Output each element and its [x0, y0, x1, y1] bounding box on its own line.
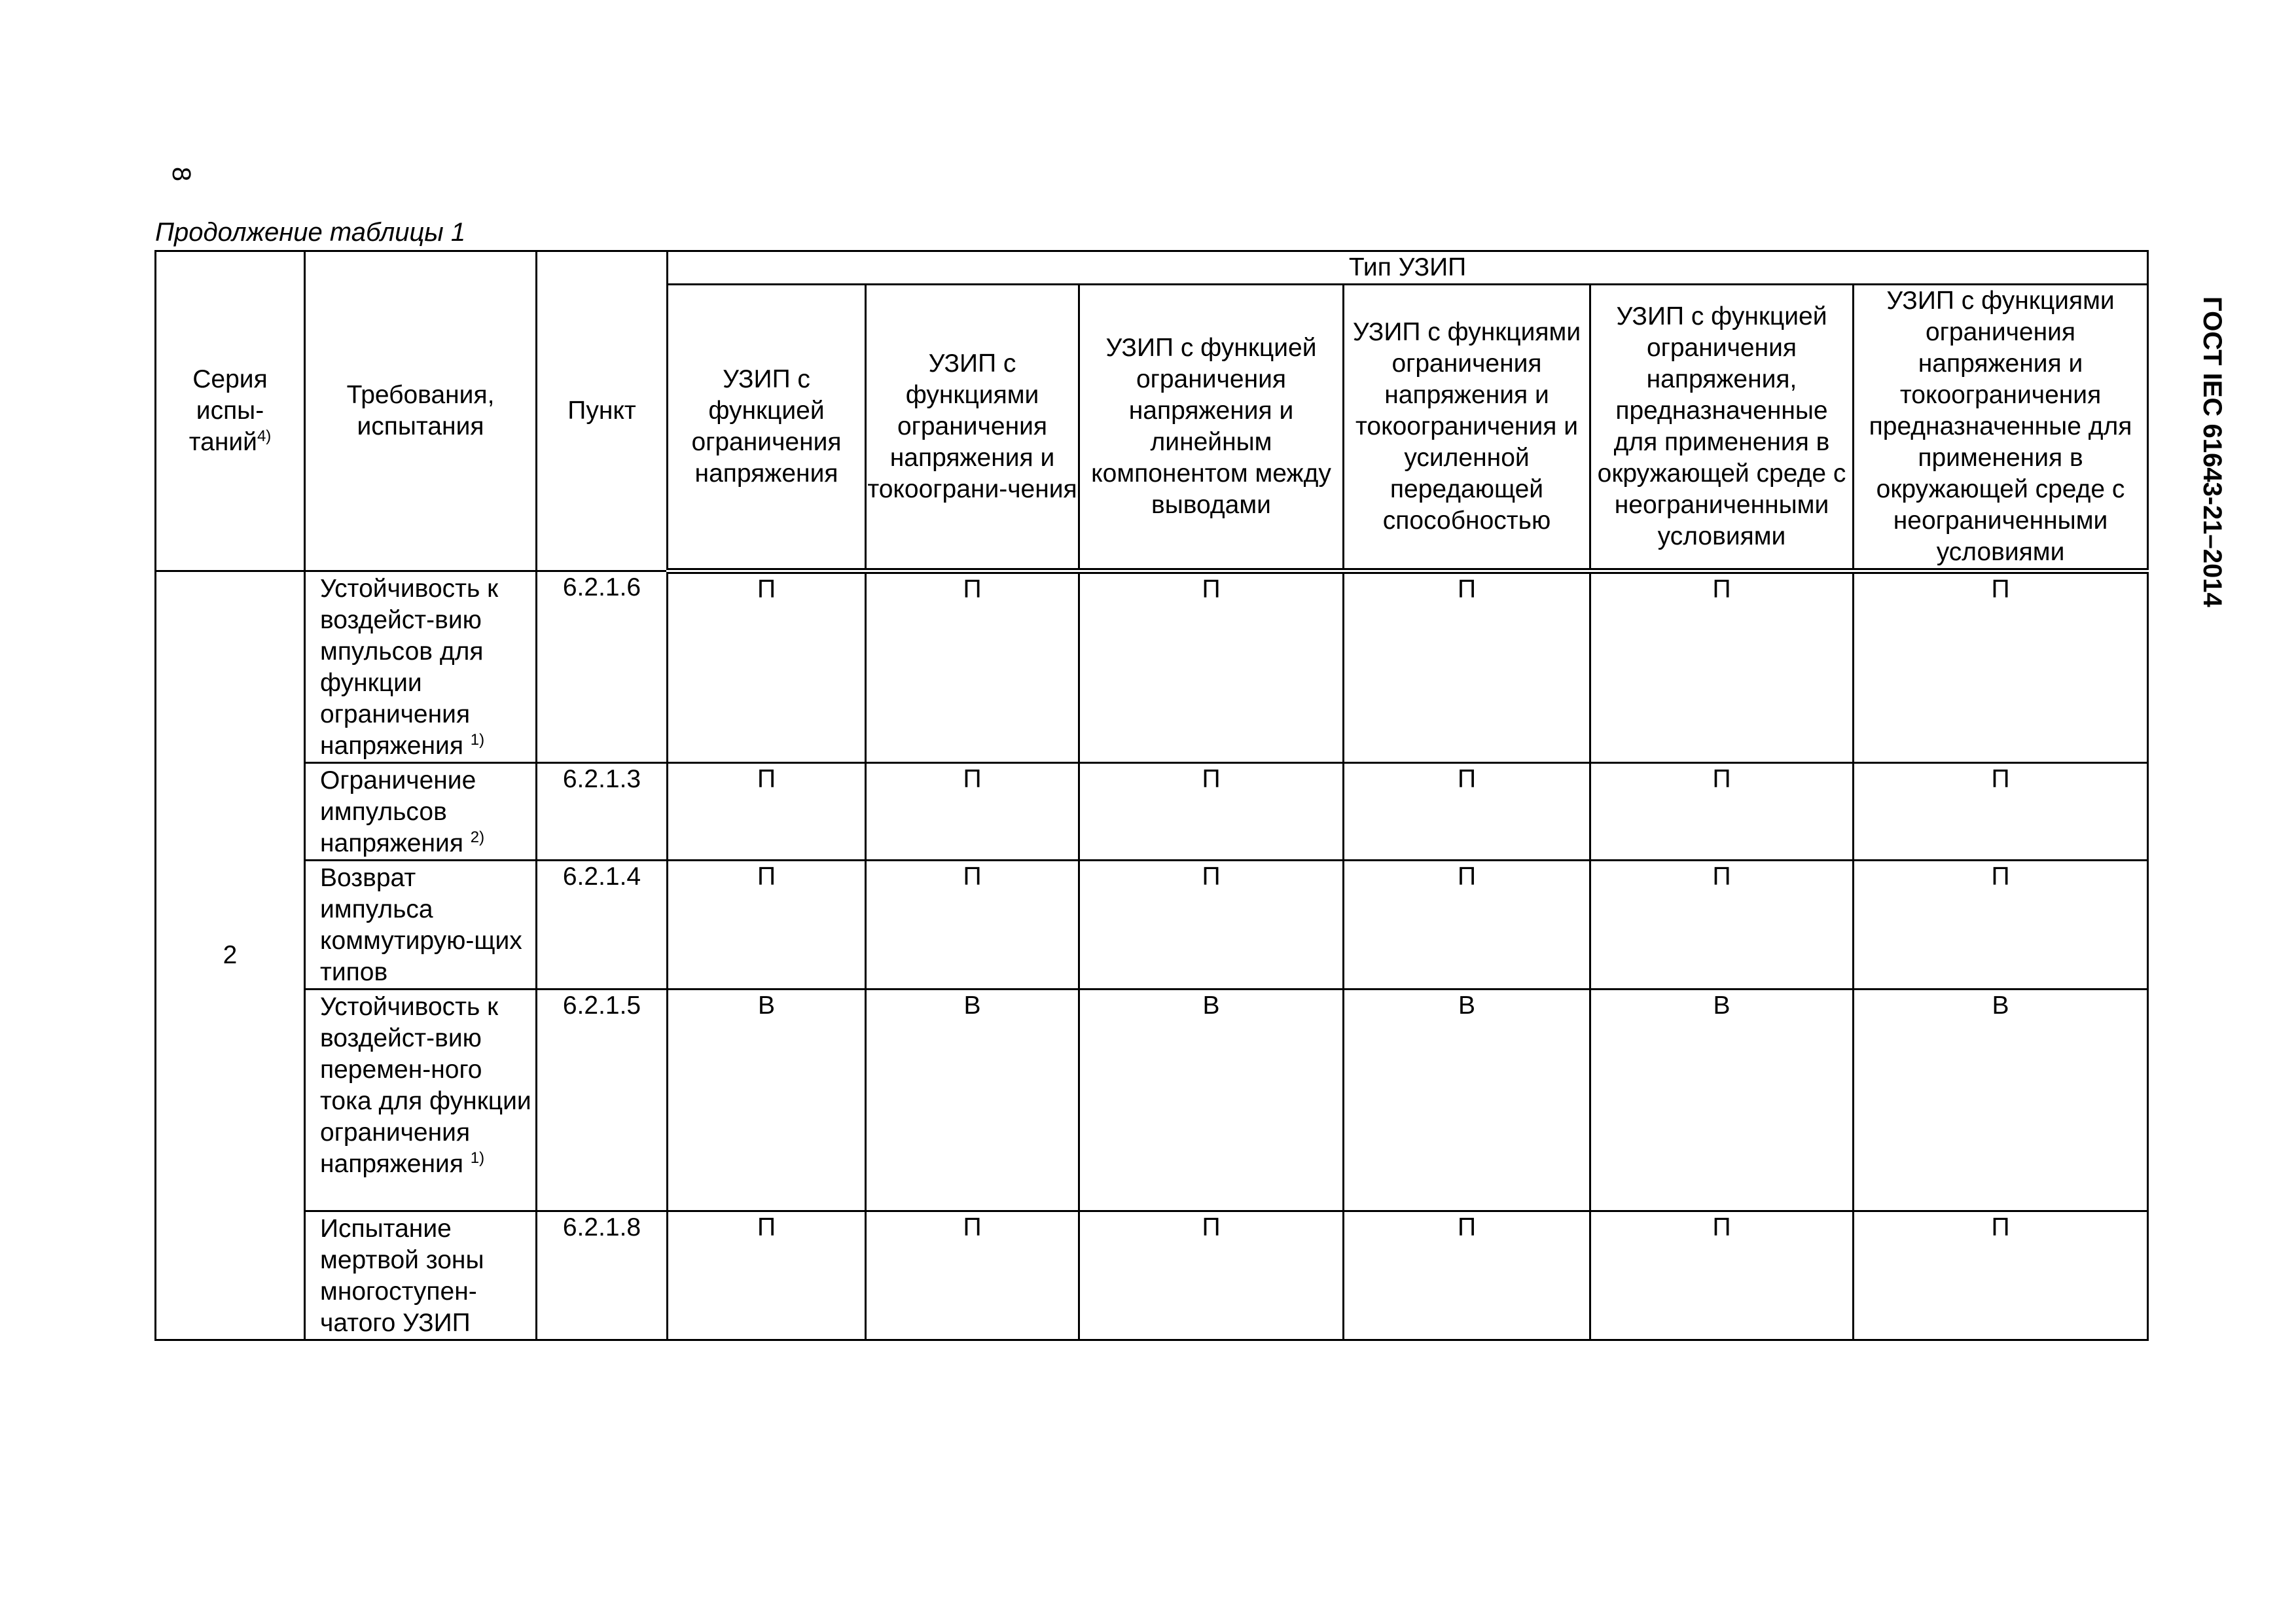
header-requirements: Требования, испытания — [305, 251, 537, 571]
requirement-text: Ограничение импульсов напряжения — [320, 766, 476, 857]
requirement-cell — [305, 1211, 537, 1340]
requirement-text: Устойчивость к воздейст-вию мпульсов для функции ограничения напряжения — [320, 575, 499, 760]
requirement-text: Испытание мертвой зоны многоступен-чатого УЗИП — [320, 1215, 484, 1337]
value-cell: П — [1854, 763, 2148, 861]
clause-cell: 6.2.1.3 — [537, 763, 668, 861]
value-cell: П — [1344, 861, 1590, 990]
value-cell: В — [1344, 990, 1590, 1211]
value-cell: П — [1854, 1211, 2148, 1340]
value-cell: П — [866, 763, 1079, 861]
header-spd-type-group: Тип УЗИП — [668, 251, 2148, 285]
value-cell: П — [1854, 861, 2148, 990]
table-row — [156, 990, 2148, 1211]
header-type-3: УЗИП с функцией ограничения напряжения и линейным компонентом между выводами — [1079, 285, 1344, 571]
table-caption: Продолжение таблицы 1 — [155, 218, 466, 247]
value-cell: В — [1590, 990, 1854, 1211]
page-number: 8 — [167, 166, 196, 182]
requirement-note: 1) — [470, 1149, 485, 1167]
header-type-6: УЗИП с функциями ограничения напряжения и токоограничения предназначенные для применения в окружающей среде с неограниченными условиями — [1854, 285, 2148, 571]
header-type-1: УЗИП с функцией ограничения напряжения — [668, 285, 866, 571]
value-cell: П — [1079, 763, 1344, 861]
series-value: 2 — [156, 571, 305, 1340]
value-cell: П — [1590, 571, 1854, 763]
value-cell: П — [1590, 861, 1854, 990]
value-cell: В — [1079, 990, 1344, 1211]
table-row — [156, 1211, 2148, 1340]
value-cell: П — [1344, 1211, 1590, 1340]
header-series-label: Серия испы-таний — [188, 365, 268, 456]
clause-cell: 6.2.1.8 — [537, 1211, 668, 1340]
value-cell: П — [668, 1211, 866, 1340]
value-cell: В — [866, 990, 1079, 1211]
value-cell: П — [668, 571, 866, 763]
value-cell: В — [668, 990, 866, 1211]
header-type-5: УЗИП с функцией ограничения напряжения, предназначенные для применения в окружающей среде с неограниченными условиями — [1590, 285, 1854, 571]
table-row — [156, 571, 2148, 763]
value-cell: П — [1590, 763, 1854, 861]
value-cell: П — [866, 861, 1079, 990]
value-cell: П — [1079, 861, 1344, 990]
value-cell: П — [1079, 1211, 1344, 1340]
header-type-2: УЗИП с функциями ограничения напряжения и токоограни-чения — [866, 285, 1079, 571]
test-table — [154, 250, 2149, 1341]
header-series — [156, 251, 305, 571]
requirement-cell — [305, 763, 537, 861]
clause-cell: 6.2.1.5 — [537, 990, 668, 1211]
value-cell: П — [668, 861, 866, 990]
value-cell: П — [866, 571, 1079, 763]
value-cell: В — [1854, 990, 2148, 1211]
requirement-cell — [305, 990, 537, 1211]
clause-cell: 6.2.1.6 — [537, 571, 668, 763]
value-cell: П — [866, 1211, 1079, 1340]
standard-designation: ГОСТ IEC 61643-21–2014 — [2198, 296, 2227, 607]
requirement-text: Устойчивость к воздейст-вию перемен-ного тока для функции ограничения напряжения — [320, 993, 531, 1178]
requirement-note: 1) — [470, 731, 485, 749]
clause-cell: 6.2.1.4 — [537, 861, 668, 990]
value-cell: П — [1854, 571, 2148, 763]
requirement-note: 2) — [470, 829, 485, 846]
requirement-cell — [305, 861, 537, 990]
value-cell: П — [1590, 1211, 1854, 1340]
requirement-cell — [305, 571, 537, 763]
table-row — [156, 861, 2148, 990]
header-type-4: УЗИП с функциями ограничения напряжения и токоограничения и усиленной передающей способностью — [1344, 285, 1590, 571]
table-row — [156, 763, 2148, 861]
header-clause: Пункт — [537, 251, 668, 571]
header-series-note: 4) — [257, 427, 272, 445]
value-cell: П — [1344, 571, 1590, 763]
value-cell: П — [668, 763, 866, 861]
value-cell: П — [1079, 571, 1344, 763]
requirement-text: Возврат импульса коммутирую-щих типов — [320, 864, 522, 986]
value-cell: П — [1344, 763, 1590, 861]
